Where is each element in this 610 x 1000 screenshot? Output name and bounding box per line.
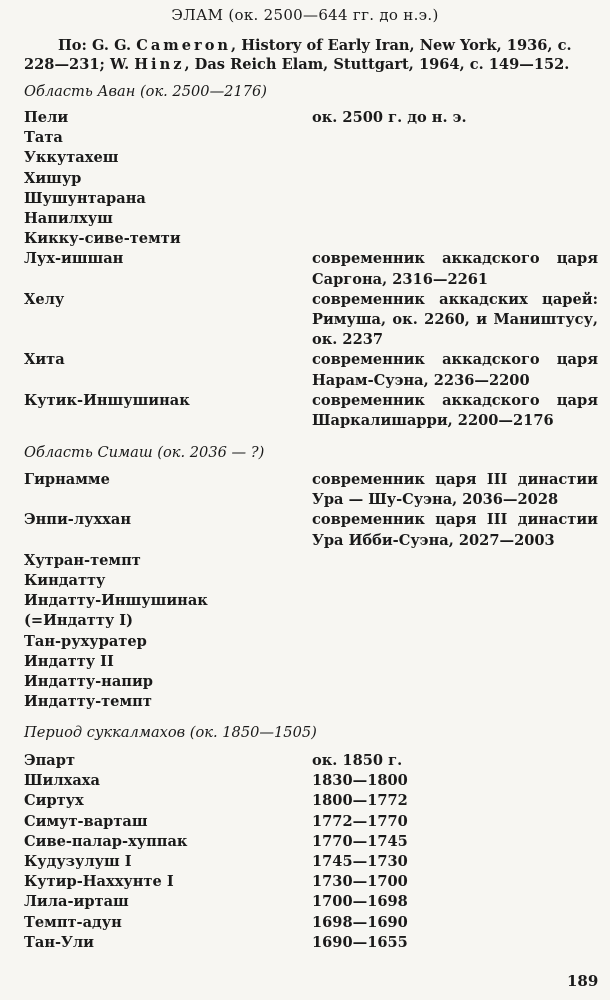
ruler-dates: современник аккадского царя Саргона, 2316—2261 bbox=[312, 250, 598, 288]
table-row bbox=[24, 812, 598, 832]
ruler-dates: 1772—1770 bbox=[312, 812, 408, 830]
table-row bbox=[24, 852, 598, 872]
ruler-name: Лила-ирташ bbox=[24, 893, 129, 911]
ruler-dates: 1698—1690 bbox=[312, 913, 408, 931]
table-row bbox=[24, 892, 598, 912]
section-title-sukkalmah: Период суккалмахов (ок. 1850—1505) bbox=[24, 724, 317, 741]
ruler-dates bbox=[312, 672, 598, 692]
table-row bbox=[24, 128, 598, 148]
ruler-dates: 1700—1698 bbox=[312, 893, 408, 911]
page-number: 189 bbox=[567, 972, 599, 990]
table-row bbox=[24, 791, 598, 811]
ruler-dates: ок. 2500 г. до н. э. bbox=[312, 109, 467, 126]
ruler-name: Уккутахеш bbox=[24, 149, 119, 167]
ruler-name: Симут-варташ bbox=[24, 812, 148, 830]
ruler-dates bbox=[312, 571, 598, 591]
ruler-dates bbox=[312, 169, 598, 189]
table-row bbox=[24, 652, 598, 672]
ruler-name: Лух-ишшан bbox=[24, 250, 124, 268]
ruler-dates bbox=[302, 591, 598, 631]
table-row bbox=[24, 108, 598, 128]
table-row bbox=[24, 249, 598, 289]
ruler-name: Хишур bbox=[24, 169, 82, 187]
ruler-name: Кутир-Наххунте I bbox=[24, 873, 174, 891]
table-row bbox=[24, 672, 598, 692]
ruler-name: Тан-Ули bbox=[24, 933, 95, 951]
ruler-name: Индатту-темпт bbox=[24, 693, 152, 711]
ruler-name: Шушунтарана bbox=[24, 189, 146, 207]
ruler-dates bbox=[312, 189, 598, 209]
section-title-avan: Область Аван (ок. 2500—2176) bbox=[24, 83, 267, 100]
ruler-dates: 1830—1800 bbox=[312, 772, 408, 790]
ruler-name: Тата bbox=[24, 129, 63, 147]
source-note bbox=[24, 36, 596, 74]
table-row bbox=[24, 933, 598, 953]
table-row bbox=[24, 551, 598, 571]
source-prefix: По: G. G. bbox=[58, 37, 137, 54]
ruler-dates: 1745—1730 bbox=[312, 853, 408, 871]
ruler-name: Хита bbox=[24, 351, 65, 369]
ruler-name: Шилхаха bbox=[24, 772, 100, 790]
ruler-name: Киндатту bbox=[24, 572, 106, 590]
ruler-name: Кикку-сиве-темти bbox=[24, 230, 181, 248]
table-row bbox=[24, 148, 598, 168]
ruler-name: Тан-рухуратер bbox=[24, 632, 147, 650]
table-row bbox=[24, 510, 598, 550]
ruler-name: Темпт-адун bbox=[24, 913, 122, 931]
table-row bbox=[24, 209, 598, 229]
ruler-dates: 1800—1772 bbox=[312, 792, 408, 810]
ruler-dates bbox=[312, 128, 598, 148]
ruler-dates bbox=[312, 229, 598, 249]
table-row bbox=[24, 913, 598, 933]
table-row bbox=[24, 832, 598, 852]
table-row bbox=[24, 470, 598, 510]
ruler-name: Кудузулуш I bbox=[24, 853, 132, 871]
ruler-name: Хелу bbox=[24, 290, 65, 308]
table-row bbox=[24, 771, 598, 791]
ruler-dates: 1690—1655 bbox=[312, 933, 408, 951]
ruler-name: Пели bbox=[24, 109, 69, 126]
source-author-2: Hinz bbox=[134, 56, 185, 73]
section-sukkalmah-rows bbox=[24, 751, 598, 953]
table-row bbox=[24, 169, 598, 189]
table-row bbox=[24, 571, 598, 591]
ruler-dates: современник царя III династии Ура Ибби-Суэна, 2027—2003 bbox=[312, 511, 598, 549]
ruler-dates bbox=[312, 551, 598, 571]
ruler-name: Энпи-луххан bbox=[24, 511, 132, 529]
table-row bbox=[24, 229, 598, 249]
ruler-dates: 1770—1745 bbox=[312, 832, 408, 850]
ruler-name: Напилхуш bbox=[24, 210, 113, 228]
ruler-dates bbox=[312, 652, 598, 672]
ruler-dates: современник аккадского царя Нарам-Суэна, 2236—2200 bbox=[312, 351, 598, 389]
ruler-dates bbox=[312, 148, 598, 168]
ruler-name: Индатту-Иншушинак (=Индатту I) bbox=[24, 592, 208, 630]
section-avan-rows bbox=[24, 108, 598, 431]
ruler-name: Хутран-темпт bbox=[24, 551, 141, 569]
table-row bbox=[24, 391, 598, 431]
source-author-1: Cameron bbox=[136, 37, 232, 54]
source-mid-1: , History of Early Iran, New York, 1936, с. 228—231; W. bbox=[24, 37, 572, 73]
ruler-name: Индатту II bbox=[24, 652, 114, 670]
table-row bbox=[24, 872, 598, 892]
ruler-dates: современник аккадских царей: Римуша, ок. 2260, и Маништусу, ок. 2237 bbox=[312, 290, 598, 349]
table-row bbox=[24, 350, 598, 390]
ruler-dates: 1730—1700 bbox=[312, 873, 408, 891]
ruler-name: Эпарт bbox=[24, 752, 75, 769]
page-title: ЭЛАМ (ок. 2500—644 гг. до н.э.) bbox=[171, 6, 439, 24]
table-row bbox=[24, 591, 598, 631]
table-row bbox=[24, 290, 598, 351]
table-row bbox=[24, 189, 598, 209]
ruler-dates bbox=[312, 692, 598, 712]
section-simash-rows bbox=[24, 470, 598, 712]
table-row bbox=[24, 751, 598, 771]
ruler-name: Кутик-Иншушинак bbox=[24, 391, 190, 409]
ruler-dates: современник аккадского царя Шаркалишарри, 2200—2176 bbox=[312, 391, 598, 430]
table-row bbox=[24, 632, 598, 652]
ruler-name: Сиве-палар-хуппак bbox=[24, 832, 188, 850]
ruler-name: Гирнамме bbox=[24, 471, 110, 488]
ruler-dates bbox=[312, 209, 598, 229]
table-row bbox=[24, 692, 598, 712]
ruler-name: Индатту-напир bbox=[24, 673, 153, 691]
ruler-name: Сиртух bbox=[24, 792, 84, 810]
source-mid-2: , Das Reich Elam, Stuttgart, 1964, с. 149—152. bbox=[184, 56, 570, 73]
ruler-dates: ок. 1850 г. bbox=[312, 752, 403, 769]
section-title-simash: Область Симаш (ок. 2036 — ?) bbox=[24, 444, 265, 461]
ruler-dates bbox=[312, 632, 598, 652]
ruler-dates: современник царя III династии Ура — Шу-Суэна, 2036—2028 bbox=[312, 471, 598, 509]
